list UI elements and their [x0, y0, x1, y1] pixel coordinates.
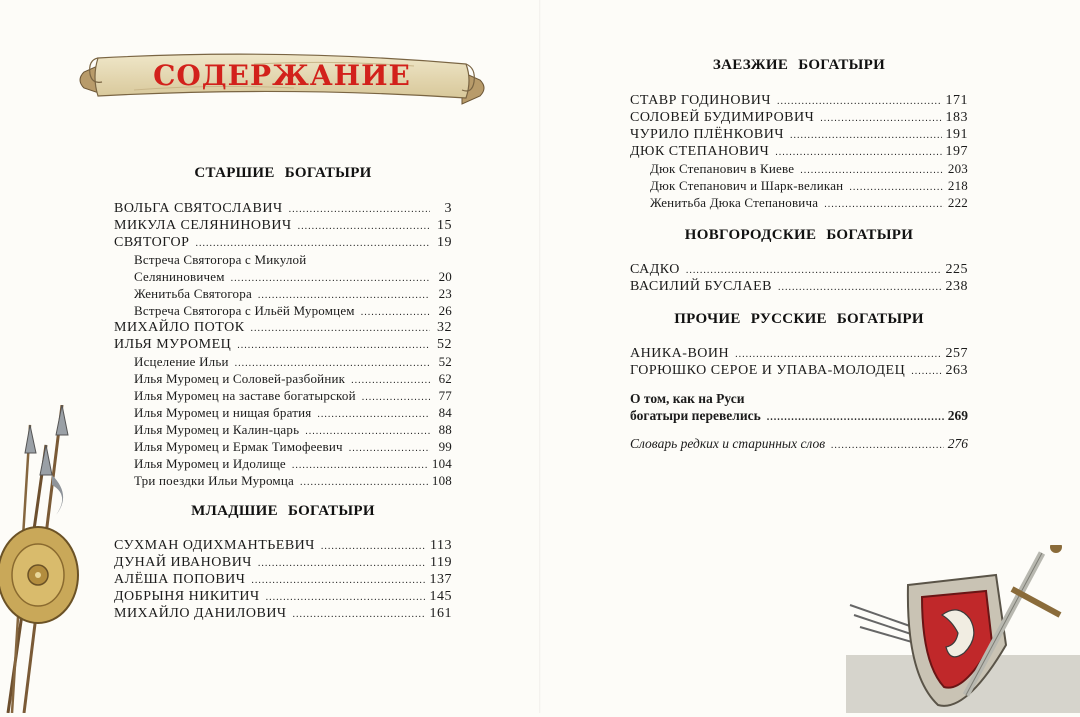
toc-entry-title: Встреча Святогора с Ильёй Муромцем — [134, 303, 355, 318]
section-heading-senior: СТАРШИЕ БОГАТЫРИ — [194, 165, 372, 181]
toc-entry-title: МИХАЙЛО ПОТОК — [114, 320, 245, 335]
toc-entry-title: САДКО — [630, 262, 680, 277]
toc-entry — [114, 353, 452, 370]
toc-list-visiting — [630, 92, 968, 211]
toc-entry-page: 137 — [429, 572, 452, 587]
toc-list-other — [630, 345, 968, 452]
leader-dots — [778, 279, 942, 296]
toc-list-novgorod — [630, 261, 968, 295]
toc-entry — [114, 234, 452, 251]
toc-entry — [630, 362, 968, 379]
leader-dots — [777, 93, 941, 110]
toc-entry-page: 32 — [437, 320, 452, 335]
toc-entry — [114, 537, 452, 554]
toc-entry — [114, 554, 452, 571]
toc-entry — [114, 268, 452, 285]
leader-dots — [258, 555, 426, 572]
section-heading-novgorod: НОВГОРОДСКИЕ БОГАТЫРИ — [684, 227, 914, 243]
toc-entry-title: Встреча Святогора с Микулой — [134, 252, 307, 267]
toc-entry — [114, 370, 452, 387]
toc-entry — [114, 285, 452, 302]
toc-entry-page: 119 — [430, 555, 452, 570]
toc-entry — [114, 200, 452, 217]
leader-dots — [293, 606, 426, 623]
leader-dots — [361, 304, 430, 321]
leader-dots — [321, 538, 426, 555]
toc-entry — [630, 435, 968, 452]
toc-list-senior — [114, 200, 452, 489]
leader-dots — [317, 406, 430, 423]
toc-list-junior — [114, 537, 452, 622]
toc-entry-title: ДУНАЙ ИВАНОВИЧ — [114, 555, 252, 570]
toc-entry-page: 62 — [438, 371, 452, 386]
leader-dots — [349, 440, 430, 457]
leader-dots — [831, 437, 944, 454]
leader-dots — [849, 179, 944, 196]
toc-entry-title: Три поездки Ильи Муромца — [134, 473, 294, 488]
toc-entry-page: 77 — [438, 388, 452, 403]
toc-entry — [114, 387, 452, 404]
toc-entry-title: Дюк Степанович и Шарк-великан — [650, 178, 844, 193]
toc-entry-title: ДОБРЫНЯ НИКИТИЧ — [114, 589, 260, 604]
leader-dots — [298, 218, 430, 235]
toc-entry-page: 23 — [438, 286, 452, 301]
toc-entry — [630, 177, 968, 194]
toc-entry — [114, 472, 452, 489]
toc-entry — [114, 319, 452, 336]
leader-dots — [824, 196, 944, 213]
leader-dots — [735, 346, 941, 363]
toc-entry-title: СОЛОВЕЙ БУДИМИРОВИЧ — [630, 110, 815, 125]
toc-entry-title: ИЛЬЯ МУРОМЕЦ — [114, 337, 232, 352]
toc-entry — [114, 571, 452, 588]
leader-dots — [289, 201, 430, 218]
toc-entry-page: 191 — [945, 127, 968, 142]
toc-entry-title: АНИКА-ВОИН — [630, 346, 730, 361]
toc-entry-title: Илья Муромец и Ермак Тимофеевич — [134, 439, 343, 454]
toc-entry-title: богатыри перевелись — [630, 408, 761, 423]
toc-entry-page: 238 — [945, 279, 968, 294]
shield-and-spears-icon — [0, 405, 100, 713]
toc-entry-title: Илья Муромец и Калин-царь — [134, 422, 300, 437]
toc-entry-page: 276 — [947, 436, 968, 451]
toc-entry-page: 171 — [945, 93, 968, 108]
toc-entry-page: 99 — [438, 439, 452, 454]
section-heading-other: ПРОЧИЕ РУССКИЕ БОГАТЫРИ — [674, 311, 924, 327]
toc-entry — [630, 345, 968, 362]
toc-entry — [114, 336, 452, 353]
leader-dots — [251, 572, 425, 589]
page-spine — [539, 0, 541, 713]
toc-entry-page: 225 — [945, 262, 968, 277]
toc-entry-page: 269 — [947, 408, 968, 423]
toc-entry-title: Селяниновичем — [134, 269, 225, 284]
toc-entry-page: 26 — [438, 303, 452, 318]
toc-entry-page: 3 — [444, 201, 452, 216]
toc-entry — [114, 438, 452, 455]
leader-dots — [911, 363, 941, 380]
leader-dots — [820, 110, 941, 127]
leader-dots — [292, 457, 428, 474]
toc-entry-title: МИХАЙЛО ДАНИЛОВИЧ — [114, 606, 287, 621]
toc-entry — [630, 160, 968, 177]
toc-entry-page: 113 — [430, 538, 452, 553]
toc-entry-page: 15 — [437, 218, 452, 233]
toc-entry-page: 145 — [429, 589, 452, 604]
toc-entry — [630, 261, 968, 278]
leader-dots — [790, 127, 942, 144]
toc-entry — [114, 251, 452, 268]
toc-entry — [630, 126, 968, 143]
toc-entry-page: 222 — [947, 195, 968, 210]
toc-entry-title: Женитьба Дюка Степановича — [650, 195, 819, 210]
leader-dots — [686, 262, 942, 279]
leader-dots — [351, 372, 430, 389]
toc-entry-page: 257 — [945, 346, 968, 361]
toc-entry-page: 263 — [945, 363, 968, 378]
toc-entry — [630, 109, 968, 126]
toc-entry — [114, 605, 452, 622]
toc-entry-page: 183 — [945, 110, 968, 125]
toc-entry-title: ГОРЮШКО СЕРОЕ И УПАВА-МОЛОДЕЦ — [630, 363, 906, 378]
toc-entry — [114, 217, 452, 234]
toc-entry-page: 203 — [947, 161, 968, 176]
toc-entry-title: МИКУЛА СЕЛЯНИНОВИЧ — [114, 218, 292, 233]
toc-entry-title: Илья Муромец и Соловей-разбойник — [134, 371, 346, 386]
toc-entry — [630, 194, 968, 211]
toc-entry-title: СВЯТОГОР — [114, 235, 190, 250]
sword-and-shield-icon — [846, 545, 1080, 713]
toc-entry-title: Дюк Степанович в Киеве — [650, 161, 795, 176]
toc-entry — [630, 390, 968, 407]
leader-dots — [195, 235, 430, 252]
toc-entry-title: ВОЛЬГА СВЯТОСЛАВИЧ — [114, 201, 283, 216]
leader-dots — [362, 389, 430, 406]
toc-entry-title: СУХМАН ОДИХМАНТЬЕВИЧ — [114, 538, 315, 553]
leader-dots — [767, 409, 944, 426]
contents-title: СОДЕРЖАНИЕ — [153, 59, 411, 92]
toc-entry — [630, 407, 968, 424]
toc-entry — [630, 278, 968, 295]
toc-entry-title: Илья Муромец и нищая братия — [134, 405, 312, 420]
toc-entry-title: СТАВР ГОДИНОВИЧ — [630, 93, 772, 108]
leader-dots — [266, 589, 426, 606]
toc-entry-page: 19 — [437, 235, 452, 250]
toc-entry — [114, 588, 452, 605]
toc-entry-title: ЧУРИЛО ПЛЁНКОВИЧ — [630, 127, 784, 142]
toc-entry-page: 88 — [438, 422, 452, 437]
section-heading-visiting: ЗАЕЗЖИЕ БОГАТЫРИ — [712, 57, 886, 73]
toc-entry — [114, 421, 452, 438]
leader-dots — [231, 270, 430, 287]
section-heading-junior: МЛАДШИЕ БОГАТЫРИ — [191, 503, 375, 519]
toc-entry-page: 52 — [437, 337, 452, 352]
toc-entry — [630, 92, 968, 109]
leader-dots — [775, 144, 941, 161]
toc-entry-page: 84 — [438, 405, 452, 420]
contents-banner — [74, 50, 490, 110]
leader-dots — [251, 320, 430, 337]
toc-entry-title: О том, как на Руси — [630, 391, 745, 406]
leader-dots — [300, 474, 428, 491]
toc-entry-title: ДЮК СТЕПАНОВИЧ — [630, 144, 770, 159]
toc-entry — [114, 302, 452, 319]
toc-entry-page: 104 — [431, 456, 452, 471]
toc-entry-title: ВАСИЛИЙ БУСЛАЕВ — [630, 279, 772, 294]
toc-entry-title: Словарь редких и старинных слов — [630, 436, 826, 451]
toc-entry-title: АЛЁША ПОПОВИЧ — [114, 572, 246, 587]
toc-entry-page: 108 — [431, 473, 452, 488]
toc-entry — [114, 404, 452, 421]
toc-entry-page: 197 — [945, 144, 968, 159]
leader-dots — [237, 337, 430, 354]
toc-entry-page: 218 — [947, 178, 968, 193]
toc-entry — [114, 455, 452, 472]
toc-entry — [630, 143, 968, 160]
toc-entry-title: Исцеление Ильи — [134, 354, 229, 369]
toc-entry-page: 161 — [429, 606, 452, 621]
toc-entry-title: Женитьба Святогора — [134, 286, 252, 301]
toc-entry-title: Илья Муромец и Идолище — [134, 456, 286, 471]
toc-entry-title: Илья Муромец на заставе богатырской — [134, 388, 356, 403]
toc-entry-page: 52 — [438, 354, 452, 369]
toc-entry-page: 20 — [438, 269, 452, 284]
